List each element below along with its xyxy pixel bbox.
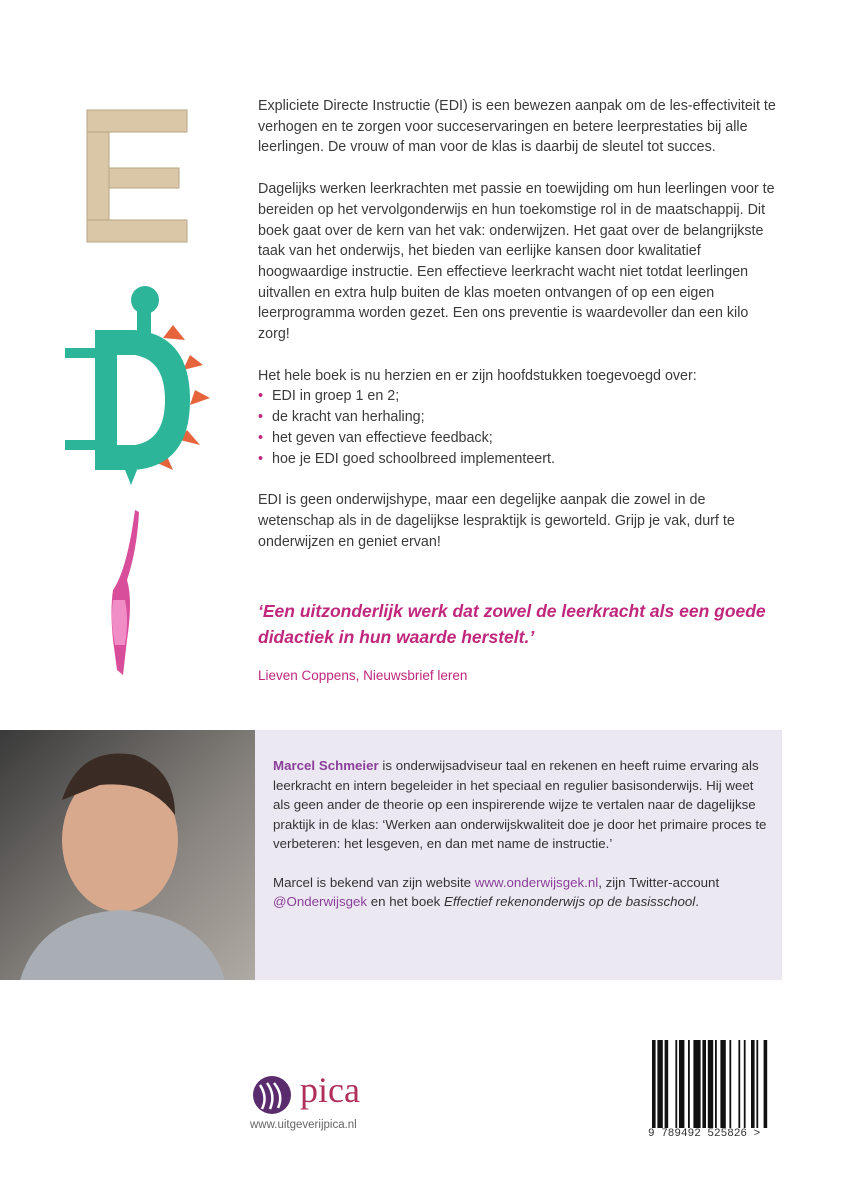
barcode-bar [708,1040,713,1128]
list-item: • het geven van effectieve feedback; [258,428,778,449]
description [258,96,778,573]
barcode-bar [693,1040,700,1128]
barcode-bar [665,1040,669,1128]
barcode-bar [756,1040,758,1128]
author-silhouette [0,730,255,980]
bio-links-paragraph [273,873,773,912]
barcode-bar [720,1040,725,1128]
author-bio [255,730,782,980]
letter-e-blocks [87,110,187,242]
barcode-bar [652,1040,656,1128]
closing-paragraph: EDI is geen onderwijshype, maar een degelijke aanpak die zowel in de wetenschap als in de dagelijkse lespraktijk is geworteld. Grijp je vak, durf te onderwijzen en geniet ervan! [258,492,735,550]
list-item: • EDI in groep 1 en 2; [258,386,778,407]
publisher-logo [250,1070,360,1131]
twitter-link[interactable]: @Onderwijsgek [273,894,368,909]
intro-paragraph: Expliciete Directe Instructie (EDI) is een bewezen aanpak om de les-effectiviteit te verhogen en te zorgen voor succeservaringen en betere leerprestaties bij alle leerlingen. De vrouw of man voor de klas is daarbij de sleutel tot succes. [258,98,776,156]
barcode-bar [738,1040,740,1128]
body-paragraph: Dagelijks werken leerkrachten met passie en toewijding om hun leerlingen voor te bereiden op het vervolgonderwijs en hun toekomstige rol in de maatschappij. Dit boek gaat over de kern van het vak: onderwijzen. Het gaat over de belangrijkste taak van het onderwijs, het bieden van eerlijke kansen door kwalitatief hoogwaardige instructie. Een effectieve leerkracht wacht niet totdat leerlingen uitvallen en extra hulp buiten de klas moeten ontvangen of op een eigen leerprogramma worden gezet. Een ons preventie is waardevoller dan een kilo zorg! [258,181,775,343]
barcode-bar [702,1040,706,1128]
additions-list [258,386,778,469]
barcode-bar [657,1040,662,1128]
edi-illustration [55,100,225,690]
pica-ship-icon [250,1075,294,1115]
additions-intro: Het hele boek is nu herzien en er zijn hoofdstukken toegevoegd over: [258,367,697,384]
quote-author: Lieven Coppens, Nieuwsbrief leren [258,668,468,683]
review-quote: ‘Een uitzonderlijk werk dat zowel de leerkracht als een goede didactiek in hun waarde herstelt.’ [258,601,766,647]
bio-text: en het boek [367,894,444,909]
barcode-bar [675,1040,677,1128]
bio-text: . [695,894,699,909]
barcode-bar [715,1040,717,1128]
bio-text: , zijn Twitter-account [598,874,720,890]
letter-d-dragon [65,286,210,485]
list-item: • de kracht van herhaling; [258,407,778,428]
publisher-url[interactable]: www.uitgeverijpica.nl [250,1119,357,1131]
barcode-bar [688,1040,690,1128]
barcode-bar [764,1040,768,1128]
author-photo [0,730,255,980]
bio-text: Marcel is bekend van zijn website [273,874,475,890]
pink-pen [112,510,140,675]
bio-paragraph [273,756,773,854]
bio-text: is onderwijsadviseur taal en rekenen en heeft ruime ervaring als leerkracht en intern begeleider in het speciaal en regulier basisonderwijs. Hij weet als geen ander de theorie op een inspirerende wijze te vertalen naar de dagelijkse praktijk in de klas: ‘Werken aan onderwijskwaliteit doe je door het primaire proces te verbeteren: het lesgeven, en dan met name de instructie.’ [273,758,767,851]
barcode-bar [744,1040,746,1128]
book-title: Effectief rekenonderwijs op de basisschool [443,894,696,909]
barcode-bar [679,1040,684,1128]
author-name: Marcel Schmeier [273,758,379,773]
barcode-bar [751,1040,755,1128]
barcode-digits: 9 789492 525826 > [648,1128,761,1140]
website-link[interactable]: www.onderwijsgek.nl [474,874,599,890]
isbn-barcode [648,1040,798,1130]
publisher-name: pica [300,1070,360,1110]
list-item: • hoe je EDI goed schoolbreed implementeert. [258,449,778,470]
barcode-bar [729,1040,731,1128]
